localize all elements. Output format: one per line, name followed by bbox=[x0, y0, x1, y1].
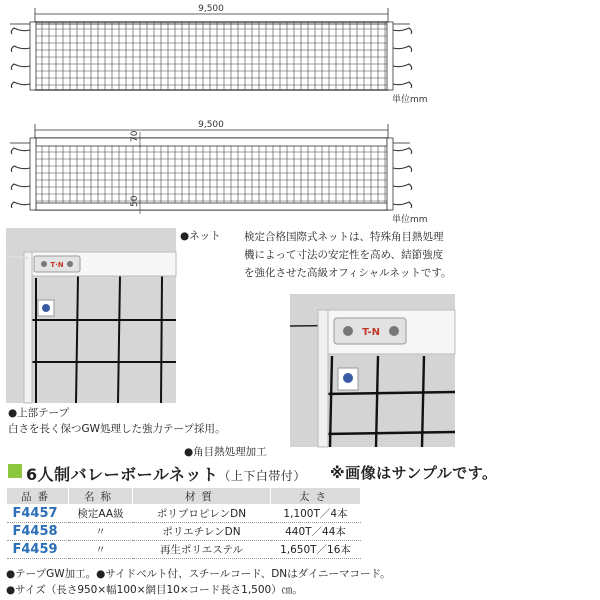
product-title: 6人制バレーボールネット bbox=[26, 465, 219, 484]
net-tape-photo bbox=[6, 228, 176, 403]
note-line-1: ●テープGW加工。●サイドベルト付、スチールコード、DNはダイニーマコード。 bbox=[6, 568, 391, 580]
corner-section-title: ●角目熱処理加工 bbox=[184, 446, 267, 458]
product-name: 〃 bbox=[69, 523, 133, 541]
bottom-width-label: 9,500 bbox=[198, 120, 224, 130]
header-material: 材質 bbox=[133, 488, 271, 505]
spec-table bbox=[6, 487, 594, 559]
net-section-title: ●ネット bbox=[180, 230, 221, 242]
net-diagram-bottom-svg bbox=[0, 118, 428, 226]
header-code: 品番 bbox=[7, 488, 69, 505]
sample-note: ※画像はサンプルです。 bbox=[330, 464, 498, 482]
product-thickness: 1,650T／16本 bbox=[271, 541, 361, 559]
product-thickness: 440T／44本 bbox=[271, 523, 361, 541]
product-heading bbox=[26, 462, 306, 485]
net-description-line-3: を強化させた高級オフィシャルネットです。 bbox=[244, 267, 452, 279]
spec-table-header-row bbox=[7, 488, 594, 505]
bottom-band-label: 50 bbox=[130, 195, 140, 207]
product-code: F4459 bbox=[7, 541, 69, 559]
heading-accent-square bbox=[8, 464, 22, 478]
net-diagram-bottom bbox=[0, 118, 428, 226]
spec-table-wrapper bbox=[6, 487, 594, 559]
net-corner-photo bbox=[290, 294, 455, 447]
top-unit-label: 単位mm bbox=[392, 95, 428, 105]
net-tape-photo-svg bbox=[6, 228, 176, 403]
table-row bbox=[7, 523, 594, 541]
product-code: F4457 bbox=[7, 505, 69, 523]
net-diagram-top bbox=[0, 0, 428, 108]
product-code: F4458 bbox=[7, 523, 69, 541]
tape-description: 白さを長く保つGW処理した強力テープ採用。 bbox=[8, 423, 226, 435]
note-line-2: ●サイズ（長さ950×幅100×網目10×コード長さ1,500）㎝。 bbox=[6, 584, 303, 596]
product-material: ポリエチレンDN bbox=[133, 523, 271, 541]
product-name: 検定AA級 bbox=[69, 505, 133, 523]
table-row bbox=[7, 541, 594, 559]
product-thickness: 1,100T／4本 bbox=[271, 505, 361, 523]
header-thickness: 太さ bbox=[271, 488, 361, 505]
svg-text:T·N: T·N bbox=[50, 261, 64, 269]
table-row bbox=[7, 505, 594, 523]
corner-brand-mark: T-N bbox=[362, 327, 380, 338]
net-description bbox=[244, 228, 594, 282]
top-width-label: 9,500 bbox=[198, 4, 224, 14]
header-name: 名称 bbox=[69, 488, 133, 505]
net-diagram-top-svg bbox=[0, 0, 428, 108]
product-name: 〃 bbox=[69, 541, 133, 559]
top-band-label: 70 bbox=[130, 130, 140, 142]
bottom-unit-label: 単位mm bbox=[392, 215, 428, 225]
product-material: ポリプロピレンDN bbox=[133, 505, 271, 523]
product-material: 再生ポリエステル bbox=[133, 541, 271, 559]
product-notes bbox=[6, 566, 596, 598]
tape-section-title: ●上部テープ bbox=[8, 407, 70, 419]
net-description-line-2: 機によって寸法の安定性を高め、結節強度 bbox=[244, 249, 444, 261]
product-subtitle: （上下白帯付） bbox=[218, 469, 306, 483]
net-description-line-1: 検定合格国際式ネットは、特殊角目熱処理 bbox=[244, 231, 444, 243]
net-corner-photo-svg bbox=[290, 294, 455, 447]
